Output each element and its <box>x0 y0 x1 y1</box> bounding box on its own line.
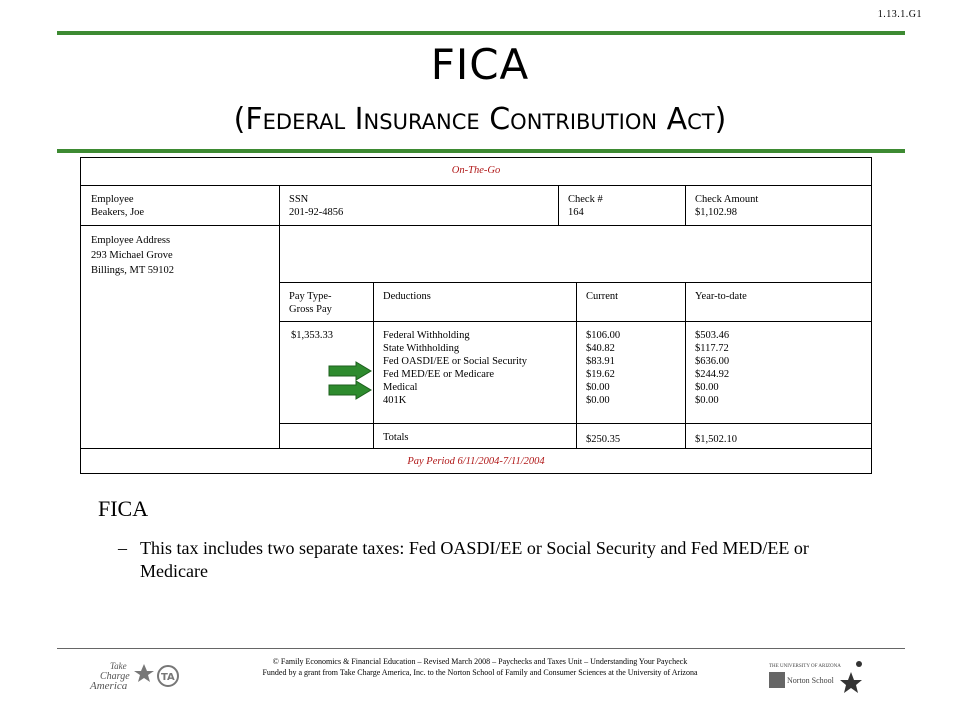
deduction-current: $0.00 <box>586 395 610 406</box>
deduction-name: 401K <box>383 395 407 406</box>
footer-rule <box>57 648 905 649</box>
arrow-right-icon <box>328 380 372 400</box>
totals-ytd: $1,502.10 <box>695 434 737 445</box>
deduction-ytd: $117.72 <box>695 343 729 354</box>
stub-divider <box>279 282 871 283</box>
pay-type-label: Pay Type- <box>289 291 332 302</box>
company-name: On-The-Go <box>451 165 501 176</box>
logo-text: Norton School <box>787 676 834 685</box>
deduction-current: $19.62 <box>586 369 615 380</box>
slide-id: 1.13.1.G1 <box>877 9 922 20</box>
ssn-cell <box>281 190 557 222</box>
ssn-label: SSN <box>289 194 309 205</box>
footer-funding: Funded by a grant from Take Charge America, Inc. to the Norton School of Family and Consumer Sciences at the University of Arizona <box>262 668 698 677</box>
gross-pay-label: Gross Pay <box>289 304 332 315</box>
employee-cell <box>83 190 279 222</box>
deduction-ytd: $503.46 <box>695 330 730 341</box>
stub-column-line <box>685 282 686 448</box>
deduction-ytd: $0.00 <box>695 382 719 393</box>
logo-text: Take <box>110 661 127 671</box>
logo-text: America <box>90 680 128 692</box>
check-number-cell <box>560 190 684 222</box>
page-title: FICA <box>430 40 530 89</box>
deduction-current: $106.00 <box>586 330 621 341</box>
stub-column-line <box>373 282 374 448</box>
ytd-header: Year-to-date <box>695 291 747 302</box>
address-line-2: Billings, MT 59102 <box>91 265 174 276</box>
deduction-ytd: $0.00 <box>695 395 719 406</box>
current-list <box>578 326 684 410</box>
arrow-right-icon <box>328 361 372 381</box>
page-subtitle: (Federal Insurance Contribution Act) <box>233 102 727 137</box>
deduction-name: Fed MED/EE or Medicare <box>383 369 495 380</box>
deduction-ytd: $244.92 <box>695 369 730 380</box>
deduction-name: Federal Withholding <box>383 330 470 341</box>
stub-column-line <box>279 185 280 448</box>
deduction-current: $0.00 <box>586 382 610 393</box>
section-title: FICA <box>98 496 149 521</box>
deduction-name: Medical <box>383 382 418 393</box>
title-underline-rule <box>57 149 905 153</box>
stub-column-line <box>558 185 559 225</box>
totals-current: $250.35 <box>586 434 621 445</box>
footer <box>180 656 780 678</box>
totals-label: Totals <box>383 432 409 443</box>
check-number-label: Check # <box>568 194 603 205</box>
stub-divider <box>279 423 871 424</box>
check-number-value: 164 <box>568 207 584 218</box>
deduction-ytd: $636.00 <box>695 356 730 367</box>
logo-text: Charge <box>100 671 130 682</box>
employee-label: Employee <box>91 194 134 205</box>
pay-type-header <box>281 287 373 319</box>
deductions-list <box>375 326 575 410</box>
pay-period: Pay Period 6/11/2004-7/11/2004 <box>407 456 545 467</box>
norton-school-logo <box>765 656 875 706</box>
bullet-dash: – <box>118 538 127 558</box>
footer-copyright: © Family Economics & Financial Education – Revised March 2008 – Paychecks and Taxes Unit – Understanding Your Paycheck <box>272 657 688 666</box>
deduction-name: State Withholding <box>383 343 460 354</box>
address-label: Employee Address <box>91 235 171 246</box>
gross-pay-value: $1,353.33 <box>291 330 333 341</box>
logo-text: THE UNIVERSITY OF ARIZONA <box>769 664 841 669</box>
deduction-current: $40.82 <box>586 343 615 354</box>
bullet-text: This tax includes two separate taxes: Fed OASDI/EE or Social Security and Fed MED/EE or Medicare <box>140 538 809 581</box>
current-header: Current <box>586 291 619 302</box>
address-line-1: 293 Michael Grove <box>91 250 173 261</box>
stub-divider <box>81 225 871 226</box>
take-charge-america-logo <box>88 658 180 692</box>
paycheck-stub <box>80 157 872 474</box>
deductions-header: Deductions <box>383 291 431 302</box>
check-amount-cell <box>687 190 871 222</box>
deduction-current: $83.91 <box>586 356 615 367</box>
check-amount-label: Check Amount <box>695 194 759 205</box>
svg-text:TA: TA <box>161 672 175 683</box>
employee-address-cell <box>83 230 279 281</box>
ssn-value: 201-92-4856 <box>289 207 344 218</box>
stub-divider <box>279 321 871 322</box>
stub-column-line <box>576 282 577 448</box>
employee-value: Beakers, Joe <box>91 207 145 218</box>
ytd-list <box>687 326 871 410</box>
check-amount-value: $1,102.98 <box>695 207 737 218</box>
deduction-name: Fed OASDI/EE or Social Security <box>383 356 528 367</box>
top-rule <box>57 31 905 35</box>
stub-column-line <box>685 185 686 225</box>
stub-divider <box>81 185 871 186</box>
